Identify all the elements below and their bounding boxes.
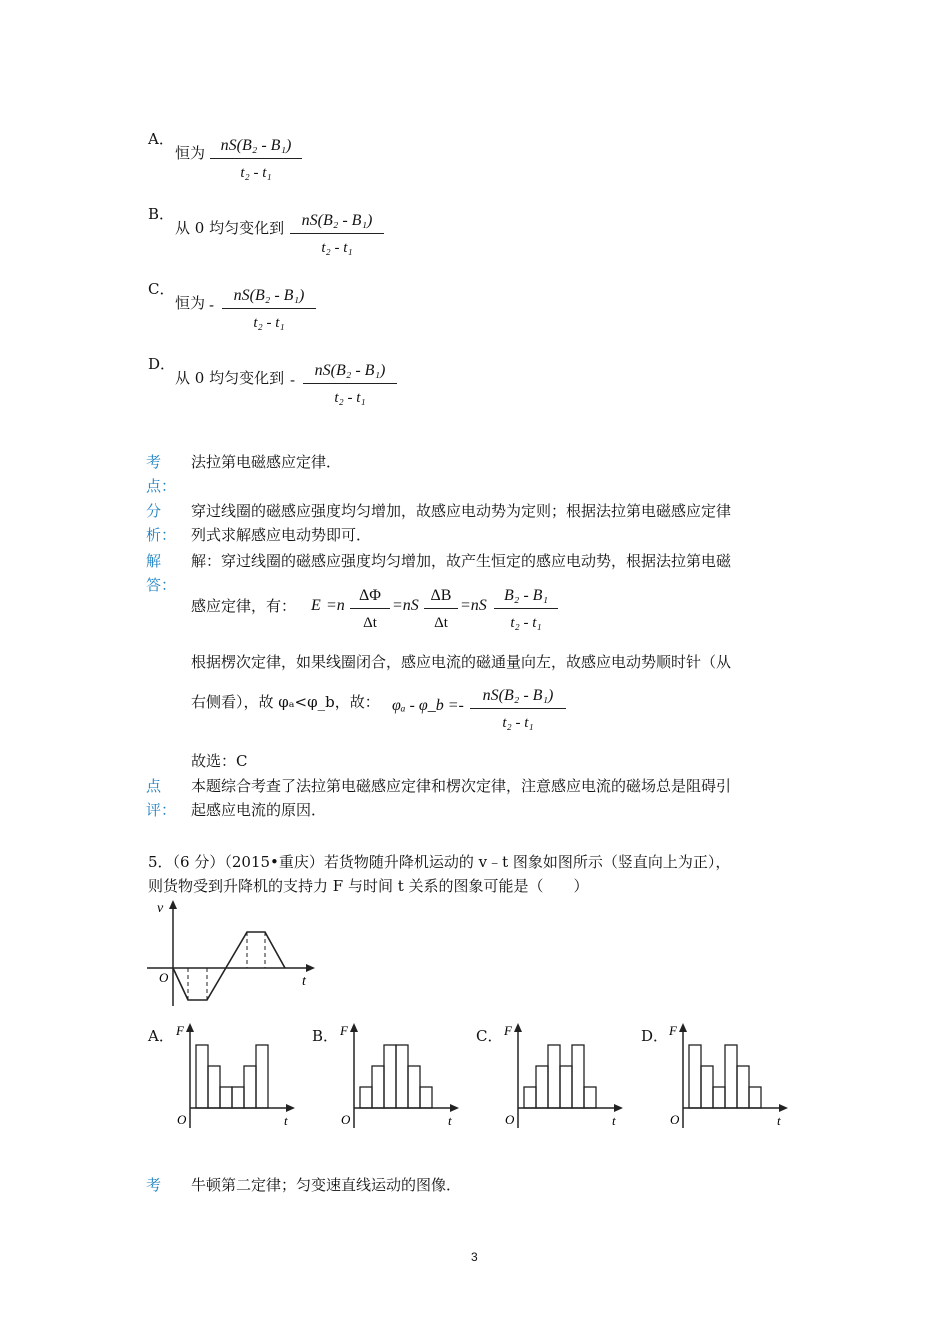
origin-label: O xyxy=(670,1112,680,1127)
option-a-prefix: 恒为 xyxy=(175,144,206,162)
kaodian2-label: 考 xyxy=(146,1176,162,1194)
fenxi-label-2: 析： xyxy=(146,526,177,544)
formula2-lhs: φₐ - φ_b =- xyxy=(392,697,464,714)
option-c-letter: C． xyxy=(148,280,175,298)
f-bar-3 xyxy=(713,1087,725,1108)
f-bar-2 xyxy=(536,1066,548,1108)
formula2-num: nS(B₂ - B₁) xyxy=(482,687,554,704)
formula1-frac2 xyxy=(424,586,458,633)
t-axis-label: t xyxy=(612,1113,616,1128)
option-b-numerator: nS(B₂ - B₁) xyxy=(301,212,373,229)
dianping-label-2: 评： xyxy=(146,801,177,819)
kaodian-text: 法拉第电磁感应定律． xyxy=(191,453,342,471)
f-bar-4 xyxy=(232,1087,244,1108)
answer-text: 故选：C xyxy=(191,752,248,770)
q5-line-2: 则货物受到升降机的支持力 F 与时间 t 关系的图象可能是（ ） xyxy=(148,877,589,895)
fenxi-label-1: 分 xyxy=(146,502,162,520)
option-a-letter: A． xyxy=(148,130,174,148)
origin-label: O xyxy=(341,1112,351,1127)
f-bar-4 xyxy=(560,1066,572,1108)
f-bar-4 xyxy=(396,1045,408,1108)
t-axis-label: t xyxy=(777,1113,781,1128)
t-axis-arrow xyxy=(450,1104,459,1112)
jieda-label-1: 解 xyxy=(146,552,162,570)
formula1-frac2-den: Δt xyxy=(434,615,448,631)
t-axis-arrow xyxy=(286,1104,295,1112)
f-bar-3 xyxy=(220,1087,232,1108)
vt-y-label: v xyxy=(157,901,164,916)
f-bar-1 xyxy=(689,1045,701,1108)
kaodian2-text: 牛顿第二定律；匀变速直线运动的图像． xyxy=(191,1176,462,1194)
f-bar-6 xyxy=(420,1087,432,1108)
option-d-denominator: t₂ - t₁ xyxy=(334,390,366,406)
formula1-eq3: =nS xyxy=(460,597,487,614)
choice-d-letter: D． xyxy=(641,1027,669,1045)
choice-d-graph xyxy=(665,1020,795,1132)
f-axis-arrow xyxy=(350,1023,358,1032)
choice-a-letter: A． xyxy=(148,1027,174,1045)
formula2-den: t₂ - t₁ xyxy=(502,715,534,731)
formula1-frac3 xyxy=(494,586,558,633)
option-c-numerator: nS(B₂ - B₁) xyxy=(233,287,305,304)
jieda-line-3: 根据楞次定律，如果线圈闭合，感应电流的磁通量向左，故感应电动势顺时针（从 xyxy=(191,653,732,671)
option-a-denominator: t₂ - t₁ xyxy=(240,165,272,181)
t-axis-label: t xyxy=(284,1113,288,1128)
formula1-frac1-den: Δt xyxy=(363,615,377,631)
formula1-frac2-num: ΔB xyxy=(430,587,452,604)
fenxi-line-2: 列式求解感应电动势即可． xyxy=(191,526,372,544)
choice-b-letter: B． xyxy=(312,1027,339,1045)
f-bar-5 xyxy=(408,1066,420,1108)
t-axis-label: t xyxy=(448,1113,452,1128)
option-d-letter: D． xyxy=(148,355,176,373)
formula1-E: E xyxy=(311,597,321,614)
kaodian-label-2: 点： xyxy=(146,477,177,495)
formula2-frac xyxy=(470,686,566,733)
f-bar-1 xyxy=(524,1087,536,1108)
option-d-sign: - xyxy=(290,371,296,389)
q5-line-1: 5．（6 分）（2015•重庆）若货物随升降机运动的 v﹣t 图象如图所示（竖直向上为正）， xyxy=(148,853,731,871)
choice-a-graph xyxy=(172,1020,302,1132)
option-b-prefix: 从 0 均匀变化到 xyxy=(175,219,285,237)
option-b-fraction xyxy=(290,211,384,258)
jieda-line-2: 感应定律，有： xyxy=(191,597,297,615)
vt-y-arrow xyxy=(169,900,177,909)
option-c-fraction xyxy=(222,286,316,333)
t-axis-arrow xyxy=(779,1104,788,1112)
f-bar-2 xyxy=(372,1066,384,1108)
option-a-fraction xyxy=(210,136,302,183)
f-bar-6 xyxy=(256,1045,268,1108)
f-bar-1 xyxy=(360,1087,372,1108)
jieda-line-1: 解：穿过线圈的磁感应强度均匀增加，故产生恒定的感应电动势，根据法拉第电磁 xyxy=(191,552,732,570)
option-c-sign: - xyxy=(209,296,215,314)
f-axis-arrow xyxy=(186,1023,194,1032)
vt-origin: O xyxy=(159,970,169,985)
formula1-frac3-num: B₂ - B₁ xyxy=(504,587,548,604)
option-d-prefix: 从 0 均匀变化到 xyxy=(175,369,285,387)
option-d-fraction xyxy=(303,361,397,408)
f-axis-label: F xyxy=(340,1023,348,1038)
f-axis-label: F xyxy=(176,1023,184,1038)
dianping-line-2: 起感应电流的原因． xyxy=(191,801,327,819)
formula1-frac3-den: t₂ - t₁ xyxy=(510,615,542,631)
f-axis-arrow xyxy=(679,1023,687,1032)
f-bar-6 xyxy=(749,1087,761,1108)
page-number: 3 xyxy=(471,1250,478,1264)
option-a-numerator: nS(B₂ - B₁) xyxy=(220,137,292,154)
jieda-line-4: 右侧看），故 φₐ<φ_b，故： xyxy=(191,693,380,711)
vt-curve xyxy=(173,932,285,1000)
formula1-frac1-num: ΔΦ xyxy=(359,587,381,604)
choice-c-letter: C． xyxy=(476,1027,503,1045)
origin-label: O xyxy=(177,1112,187,1127)
f-bar-5 xyxy=(737,1066,749,1108)
formula1-eq1: =n xyxy=(326,597,345,614)
vt-x-label: t xyxy=(302,974,306,989)
f-bar-5 xyxy=(572,1045,584,1108)
f-axis-label: F xyxy=(504,1023,512,1038)
formula1-eq2: =nS xyxy=(392,597,419,614)
jieda-label-2: 答： xyxy=(146,576,177,594)
option-b-denominator: t₂ - t₁ xyxy=(321,240,353,256)
choice-c-graph xyxy=(500,1020,630,1132)
f-bar-1 xyxy=(196,1045,208,1108)
f-axis-arrow xyxy=(514,1023,522,1032)
vt-x-arrow xyxy=(306,964,315,972)
fenxi-line-1: 穿过线圈的磁感应强度均匀增加，故感应电动势为定则；根据法拉第电磁感应定律 xyxy=(191,502,732,520)
f-bar-3 xyxy=(548,1045,560,1108)
option-d-numerator: nS(B₂ - B₁) xyxy=(314,362,386,379)
f-bar-2 xyxy=(208,1066,220,1108)
origin-label: O xyxy=(505,1112,515,1127)
option-c-prefix: 恒为 xyxy=(175,294,206,312)
f-axis-label: F xyxy=(669,1023,677,1038)
dianping-label-1: 点 xyxy=(146,777,162,795)
choice-b-graph xyxy=(336,1020,466,1132)
f-bar-6 xyxy=(584,1087,596,1108)
kaodian-label-1: 考 xyxy=(146,453,162,471)
f-bar-4 xyxy=(725,1045,737,1108)
f-bar-3 xyxy=(384,1045,396,1108)
f-bar-2 xyxy=(701,1066,713,1108)
dianping-line-1: 本题综合考查了法拉第电磁感应定律和楞次定律，注意感应电流的磁场总是阻碍引 xyxy=(191,777,732,795)
t-axis-arrow xyxy=(614,1104,623,1112)
option-c-denominator: t₂ - t₁ xyxy=(253,315,285,331)
f-bar-5 xyxy=(244,1066,256,1108)
formula1-frac1 xyxy=(350,586,390,633)
vt-graph xyxy=(143,896,323,1014)
option-b-letter: B． xyxy=(148,205,175,223)
